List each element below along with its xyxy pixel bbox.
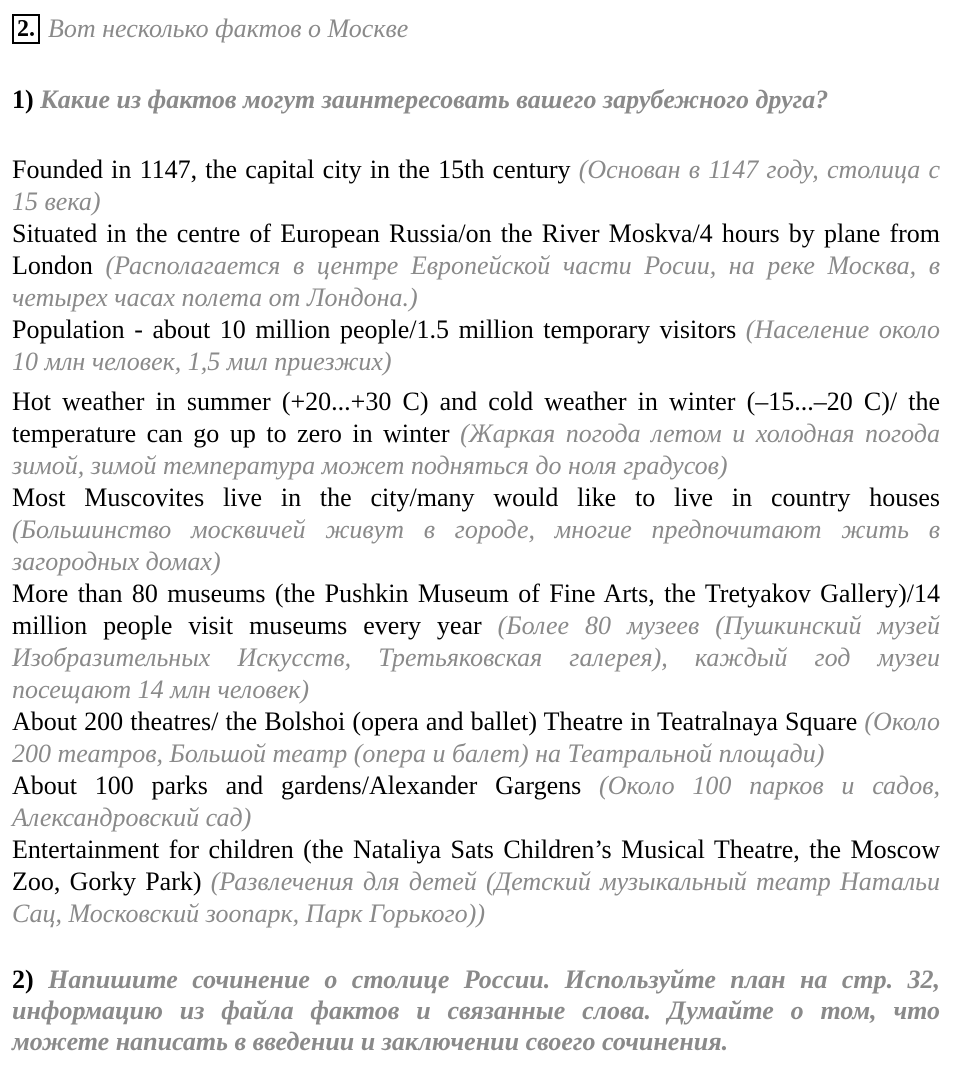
fact-english: Hot weather in summer (+20...+30 C) and cold weather in winter (–15...–20 C)/ the temperature can go up to zero in winter [12, 387, 940, 448]
fact-item [12, 386, 940, 482]
fact-item [12, 482, 940, 578]
exercise-title: Вот несколько фактов о Москве [48, 14, 409, 43]
fact-english: About 200 theatres/ the Bolshoi (opera and ballet) Theatre in Teatralnaya Square [12, 707, 858, 736]
fact-english: Most Muscovites live in the city/many would like to live in country houses [12, 483, 940, 512]
fact-russian: (Большинство москвичей живут в городе, многие предпочитают жить в загородных домах) [12, 515, 940, 576]
fact-english: Situated in the centre of European Russia/on the River Moskva/4 hours by plane from London [12, 219, 940, 280]
fact-english: More than 80 museums (the Pushkin Museum of Fine Arts, the Tretyakov Gallery)/14 million people visit museums every year [12, 579, 940, 640]
fact-item [12, 706, 940, 770]
fact-english: Population - about 10 million people/1.5 million temporary visitors [12, 315, 737, 344]
fact-english: Entertainment for children (the Nataliya Sats Children’s Musical Theatre, the Moscow Zoo, Gorky Park) [12, 835, 940, 896]
fact-item [12, 770, 940, 834]
fact-item [12, 314, 940, 378]
fact-russian: (Развлечения для детей (Детский музыкальный театр Натальи Сац, Московский зоопарк, Парк Горького)) [12, 867, 941, 928]
fact-item [12, 218, 940, 314]
task-1 [12, 84, 940, 118]
fact-russian: (Жаркая погода летом и холодная погода зимой, зимой температура может подняться до ноля градусов) [12, 419, 940, 480]
task-2 [12, 964, 940, 1057]
fact-item [12, 154, 940, 218]
fact-russian: (Более 80 музеев (Пушкинский музей Изобразительных Искусств, Третьяковская галерея), каждый год музеи посещают 14 млн человек) [12, 611, 940, 704]
fact-russian: (Основан в 1147 году, столица с 15 века) [12, 155, 940, 216]
task-1-text: Какие из фактов могут заинтересовать вашего зарубежного друга? [40, 85, 829, 114]
exercise-header [12, 12, 940, 46]
exercise-number: 2. [12, 14, 40, 44]
task-2-text: Напишите сочинение о столице России. Используйте план на стр. 32, информацию из файла фактов и связанные слова. Думайте о том, что можете написать в введении и заключении своего сочинения. [12, 965, 941, 1056]
fact-russian: (Около 100 парков и садов, Александровский сад) [12, 771, 940, 832]
fact-russian: (Около 200 театров, Большой театр (опера и балет) на Театральной площади) [12, 707, 941, 768]
fact-english: Founded in 1147, the capital city in the 15th century [12, 155, 571, 184]
fact-english: About 100 parks and gardens/Alexander Gargens [12, 771, 582, 800]
facts-list [12, 154, 940, 930]
fact-russian: (Население около 10 млн человек, 1,5 мил приезжих) [12, 315, 941, 376]
fact-item [12, 834, 940, 930]
task-2-number: 2) [12, 965, 34, 994]
fact-russian: (Располагается в центре Европейской части Росии, на реке Москва, в четырех часах полета от Лондона.) [12, 251, 941, 312]
task-1-number: 1) [12, 85, 34, 114]
fact-item [12, 578, 940, 706]
